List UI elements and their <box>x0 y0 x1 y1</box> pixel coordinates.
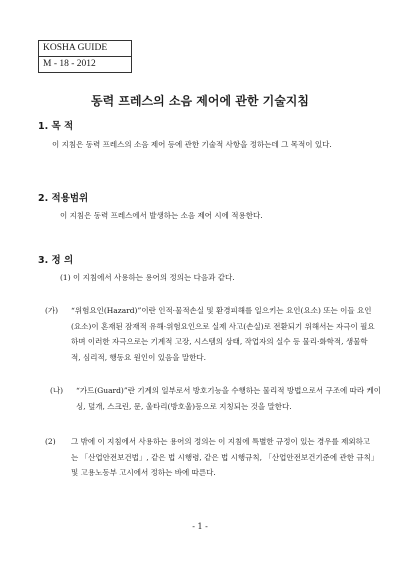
definitions-intro: (1) 이 지침에서 사용하는 용어의 정의는 다음과 같다. <box>60 273 235 282</box>
page-number: - 1 - <box>192 522 208 531</box>
document-title: 동력 프레스의 소음 제어에 관한 기술지침 <box>91 94 309 108</box>
definition-item-label: (2) <box>45 437 56 446</box>
definition-item-label: (가) <box>45 306 59 315</box>
definition-item-other-terms <box>45 434 380 481</box>
definition-item-text: “위험요인(Hazard)”이란 인적·물적손실 및 환경피해를 일으키는 요인(요소) 또는 이들 요인(요소)이 혼재된 잠재적 유해·위험요인으로 실제 사고(손실)로 전환되기 위해서는 자극이 필요하며 이러한 자극으로는 기계적 고장, 시스템의 상태, 작업자의 실수 등 물리·화학적, 생물학적, 심리적, 행동요 원인이 있음을 말한다. <box>71 306 375 362</box>
definition-item-guard <box>50 383 380 414</box>
section-scope-heading: 2. 적용범위 <box>38 193 89 204</box>
section-purpose-heading: 1. 목 적 <box>38 121 74 132</box>
guide-label: KOSHA GUIDE <box>43 43 108 53</box>
guide-code-box <box>38 40 132 73</box>
section-definitions-heading: 3. 정 의 <box>38 255 74 266</box>
definition-item-text: 그 밖에 이 지침에서 사용하는 용어의 정의는 이 지침에 특별한 규정이 있는 경우를 제외하고는 「산업안전보건법」, 같은 법 시행령, 같은 법 시행규칙, 「산업안전보건기준에 관한 규칙」및 고용노동부 고시에서 정하는 바에 따른다. <box>71 437 375 477</box>
guide-code: M - 18 - 2012 <box>39 56 131 72</box>
definition-item-text: “가드(Guard)”란 기계의 일부로서 방호기능을 수행하는 물리적 방법으로서 구조에 따라 케이싱, 덮개, 스크린, 문, 울타리(방호울)등으로 지칭되는 것을 말한다. <box>76 386 381 411</box>
section-purpose-text: 이 지침은 동력 프레스의 소음 제어 등에 관한 기술적 사항을 정하는데 그 목적이 있다. <box>52 140 332 149</box>
section-scope-text: 이 지침은 동력 프레스에서 발생하는 소음 제어 시에 적용한다. <box>60 211 263 220</box>
definition-item-label: (나) <box>50 386 64 395</box>
definition-item-hazard <box>45 303 380 365</box>
